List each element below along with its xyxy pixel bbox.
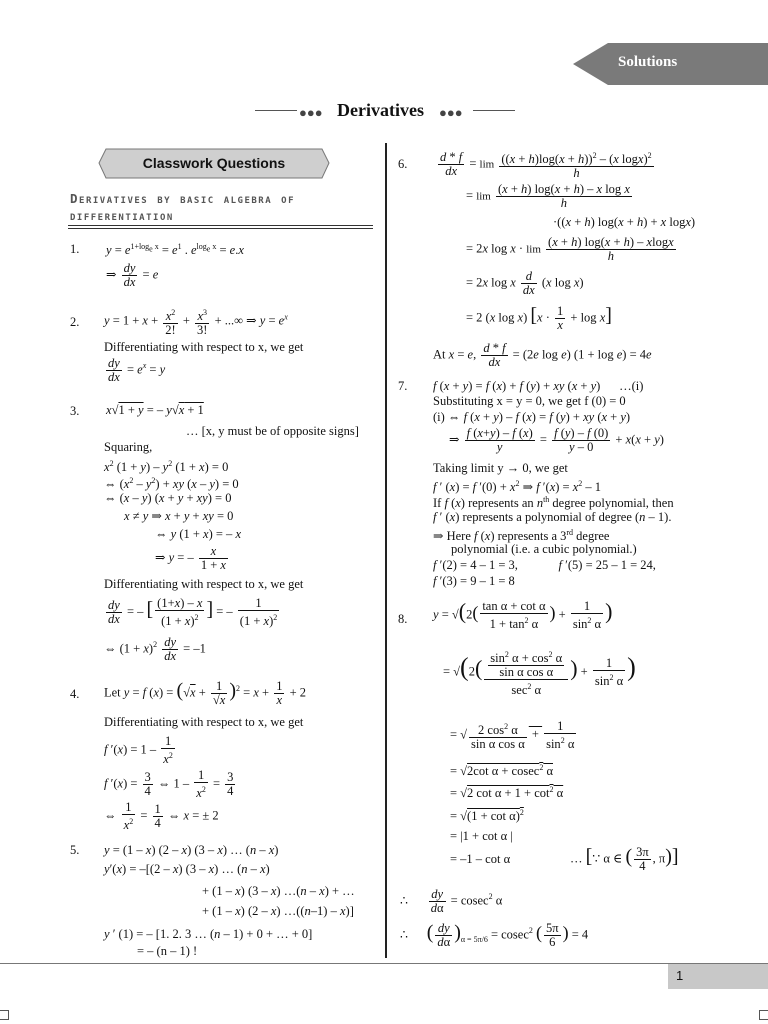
q3-diff-text: Differentiating with respect to x, we get (104, 577, 304, 591)
q3-line8: ⇒ y = – $\frac{x}{1 + x}$ (155, 544, 226, 572)
q7-line5: Taking limit y → 0, we get (433, 461, 568, 475)
q3-squaring: Squaring, (104, 440, 153, 454)
question-number: 4. (70, 687, 80, 701)
question-number: 8. (398, 612, 408, 626)
q8-line10: ∴ ( $\frac{dy}{d\alpha}$ )$_{\alpha = 5\pi/6} = cosec^2$ ( $\frac{5\pi}{6}$ ) = 4 (400, 921, 589, 949)
q8-line4: = √2cot α + cosec$^2$ α (450, 763, 553, 779)
q8-line8: = –1 – cot α (450, 852, 511, 866)
q4-line3: f ′(x) = 1 – $\frac{1}{x^2}$ (104, 734, 173, 767)
crop-mark-left (0, 1010, 9, 1020)
q8-line7: = |1 + cot α | (450, 829, 513, 843)
q8-line9: ∴ $\frac{dy}{d\alpha}$ = cosec$^2$ α (400, 887, 503, 915)
q7-line3: (i) ⇔ f (x + y) – f (x) = f (y) + xy (x + y) (433, 410, 631, 424)
q8-cond: … [∵ α ∈ ( $\frac{3\pi}{4}$ , π)] (570, 845, 679, 873)
q3-line3: $x^2$ $(1 + y) - y^2$ (1 + x) = 0 (104, 459, 229, 475)
q6-line3: ·((x + h) log(x + h) + x logx) (553, 215, 696, 229)
q3-cond: … [x, y must be of opposite signs] (186, 424, 359, 438)
q2-line3: $\frac{dy}{dx}$ = $e^x = y$ (108, 356, 166, 384)
q2-line1: y = 1 + x + $\frac{x^2}{2!}$ + $\frac{x^3}{3!}$ + ...∞ ⇒ $y = e^x$ (104, 308, 288, 338)
section-heading-text: Derivatives by basic algebra of differentiation (70, 191, 296, 223)
column-divider (385, 143, 387, 958)
q7-line4: ⇒ $\frac{f (x+y) - f (x)}{y}$ = $\frac{f (y) - f (0)}{y - 0}$ + x(x + y) (449, 426, 664, 454)
q6-line4: = 2x log x · lim $\frac{(x + h) \log(x + h) - xlogx}{h}$ (466, 235, 674, 263)
q8-line6: = $√(1 + \cot \alpha)^2$ (450, 808, 524, 824)
q8-line3: = √ $\frac{2 \cos^2 \alpha}{\text{sin α cos α}}$ + $\frac{1}{\sin^2 \alpha}$ (450, 719, 575, 752)
q7-line12: f ′(3) = 9 – 1 = 8 (433, 574, 515, 588)
title-dots-right: ●●● (439, 105, 463, 120)
q3-line1: x√1 + y = – y√x + 1 (106, 403, 204, 417)
title-rule-right (473, 110, 515, 111)
q4-line4: f ′(x) = $\frac{3}{4}$ ⇔ 1 – $\frac{1}{x^2}$ = $\frac{3}{4}$ (104, 768, 234, 801)
q1-line2: ⇒ $\frac{dy}{dx}$ = e (106, 261, 159, 289)
q7-line11: f ′(2) = 4 – 1 = 3, f ′(5) = 25 – 1 = 24, (433, 558, 656, 572)
q5-line2: y′(x) = –[(2 – x) (3 – x) … (n – x) (104, 862, 270, 876)
q8-line1: y = √(2( $\frac{\text{tan α + cot α}}{1 + \tan^2 \alpha}$ ) + $\frac{1}{\sin^2 \alpha}$ ) (433, 598, 613, 632)
q3-line4: ⇔ $(x^2 - y^2)$ + xy (x – y) = 0 (104, 476, 239, 492)
q3-line6: x ≠ y ⇒ x + y + xy = 0 (124, 509, 234, 523)
q7-line2: Substituting x = y = 0, we get f (0) = 0 (433, 394, 626, 408)
q6-line6: = 2 (x log x) [x · $\frac{1}{x}$ + log x] (466, 304, 612, 332)
section-rule-1 (68, 225, 373, 226)
q6-line5: = 2x log x $\frac{d}{dx}$ (x log x) (466, 269, 584, 297)
q5-line5: y ′ (1) = – [1. 2. 3 … (n – 1) + 0 + … + 0] (104, 927, 313, 941)
solutions-banner (573, 43, 768, 85)
question-number: 7. (398, 379, 408, 393)
q6-line2: = lim $\frac{\text{(x + h) log(x + h) – x log x}}{h}$ (466, 182, 630, 210)
q3-line11: ⇔ $(1 + x)^2$ $\frac{dy}{dx}$ = –1 (104, 635, 206, 663)
page-number-box (668, 964, 768, 989)
question-number: 3. (70, 404, 80, 418)
q4-line5: ⇔ $\frac{1}{x^2}$ = $\frac{1}{4}$ ⇔ x = ± 2 (104, 800, 219, 833)
q5-line4: + (1 – x) (2 – x) …((n–1) – x)] (202, 904, 354, 918)
q7-line7: If f (x) represents an $n^{th}$ degree polynomial, then (433, 495, 674, 511)
question-number: 6. (398, 157, 408, 171)
question-number: 5. (70, 843, 80, 857)
q2-diff-text: Differentiating with respect to x, we get (104, 340, 304, 354)
q8-line2: = √(2( $\frac{\frac{\sin^2 \alpha + \cos^2 \alpha}{\text{sin α cos α}}}{\sec^2 \alpha}$ ) + $\frac{1}{\sin^2 \alpha}$ ) (443, 650, 636, 698)
q7-line9: ⇒ Here f (x) represents a 3rd degree (433, 528, 610, 544)
section-heading (70, 190, 372, 224)
q5-line1: y = (1 – x) (2 – x) (3 – x) … (n – x) (104, 843, 279, 857)
q1-line1: $y = e^{1+log_e x} = e^1$ . $e^{log_e x} = e.x$ (106, 242, 244, 258)
page-title (255, 99, 515, 123)
q7-line10: polynomial (i.e. a cubic polynomial.) (451, 542, 637, 556)
q8-line5: = √2 $\cot \alpha + 1 + \cot^2 \alpha$ (450, 785, 564, 801)
footer-rule (0, 963, 768, 964)
q5-line6: = – (n – 1) ! (137, 944, 198, 958)
q5-line3: + (1 – x) (3 – x) …(n – x) + … (202, 884, 355, 898)
crop-mark-right (759, 1010, 768, 1020)
page-number: 1 (676, 968, 684, 983)
title-rule-left (255, 110, 297, 111)
section-rule-2 (68, 228, 373, 229)
q7-line1: f (x + y) = f (x) + f (y) + xy (x + y) …(i) (433, 379, 644, 393)
q7-line6: f ′ (x) = f $'(0) + x^2$ ⇒ f $'(x) = x^2 - 1$ (433, 479, 602, 495)
classwork-tab (98, 148, 330, 179)
title-dots-left: ●●● (299, 105, 323, 120)
banner-label: Solutions (618, 54, 678, 70)
question-number: 1. (70, 242, 80, 256)
tab-label: Classwork Questions (142, 155, 286, 171)
q4-line1: Let y = f (x) = (√x + $\frac{1}{√x}$ )$^2$ = x + $\frac{1}{x}$ + 2 (104, 679, 307, 707)
q3-line7: ⇔ y (1 + x) = – x (155, 527, 241, 541)
q3-line10: $\frac{dy}{dx}$ = – [ $\frac{(1+x) - x}{(1 + x)^2}$ ] = – $\frac{1}{(1 + x)^2}$ (108, 596, 278, 629)
q4-diff-text: Differentiating with respect to x, we get (104, 715, 304, 729)
q6-line7: At x = e, $\frac{d * f}{dx}$ = (2e log e) (1 + log e) = 4e (433, 341, 652, 369)
q7-line8: f ′ (x) represents a polynomial of degree (n – 1). (433, 510, 672, 524)
question-number: 2. (70, 315, 80, 329)
title-text: Derivatives (337, 100, 424, 120)
q3-line5: ⇔ (x – y) (x + y + xy) = 0 (104, 491, 232, 505)
q6-line1: $\frac{d * f}{dx}$ = lim $\frac{((x + h)\log(x + h))^2 - (x \log x)^2}{h}$ (440, 150, 652, 181)
